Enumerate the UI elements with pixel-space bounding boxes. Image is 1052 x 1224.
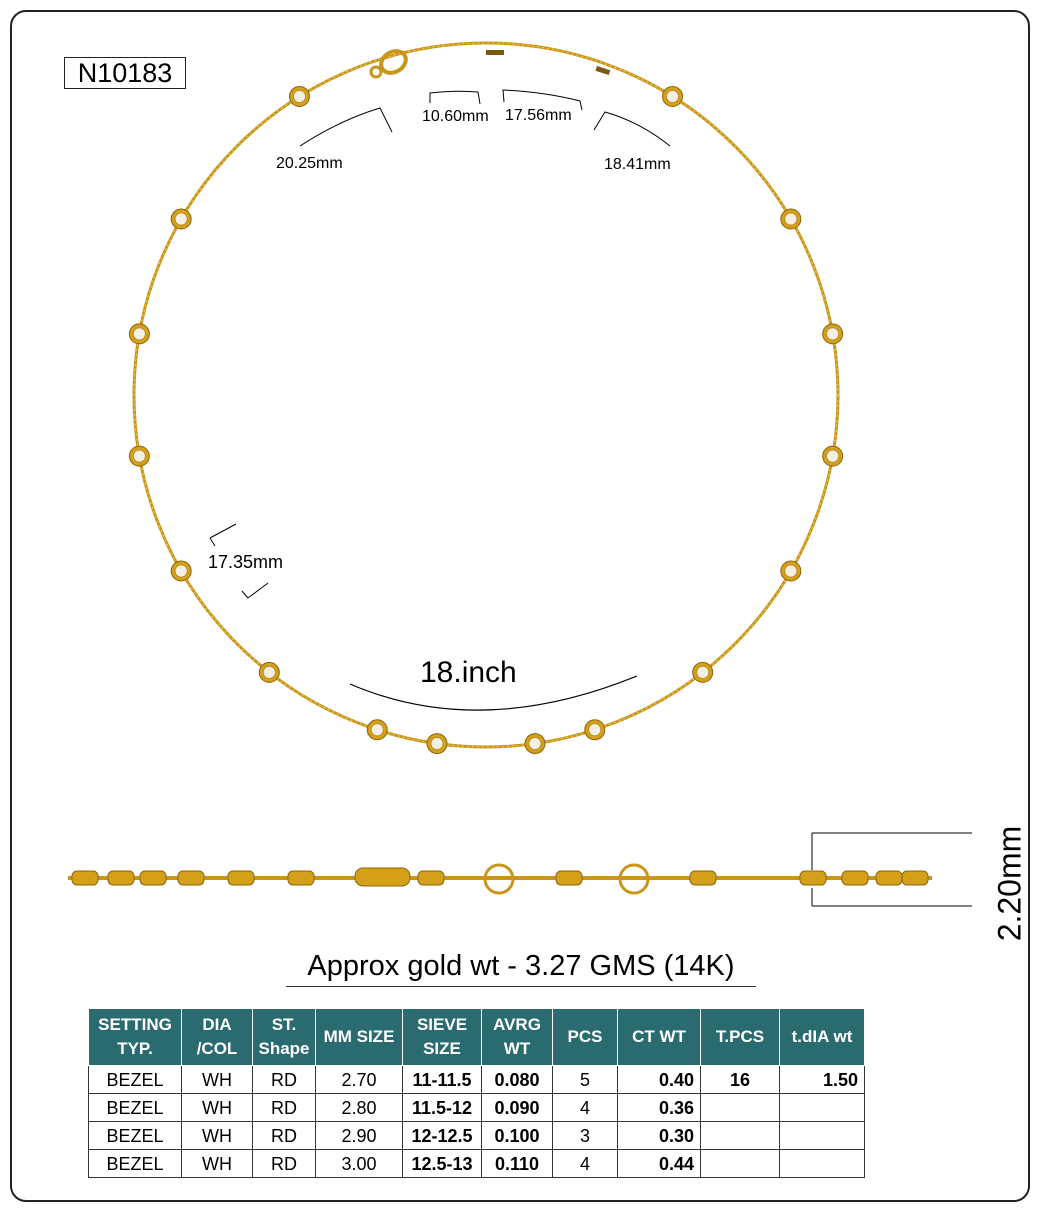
side-bezel <box>288 871 314 885</box>
table-cell: RD <box>253 1094 316 1122</box>
table-cell <box>780 1094 865 1122</box>
table-cell <box>780 1122 865 1150</box>
table-cell: 0.090 <box>482 1094 553 1122</box>
diamond-stone <box>785 213 797 225</box>
table-cell: BEZEL <box>89 1150 182 1178</box>
table-cell: 0.110 <box>482 1150 553 1178</box>
table-row <box>89 1122 865 1150</box>
table-cell <box>780 1150 865 1178</box>
table-cell: 0.100 <box>482 1122 553 1150</box>
table-cell: 3.00 <box>316 1150 403 1178</box>
length-label: 18.inch <box>420 656 517 689</box>
measurement-label: 17.35mm <box>208 552 284 572</box>
table-cell: RD <box>253 1122 316 1150</box>
diamond-stone <box>293 90 305 102</box>
table-cell: 4 <box>553 1150 618 1178</box>
table-cell: 5 <box>553 1066 618 1094</box>
table-cell: 11-11.5 <box>403 1066 482 1094</box>
table-cell: 0.40 <box>618 1066 701 1094</box>
diamond-stone <box>133 328 145 340</box>
diamond-stone <box>827 450 839 462</box>
column-header: T.PCS <box>701 1009 780 1066</box>
table-cell: BEZEL <box>89 1122 182 1150</box>
table-cell: 0.44 <box>618 1150 701 1178</box>
side-bezel <box>800 871 826 885</box>
column-header: DIA /COL <box>182 1009 253 1066</box>
diamond-stone <box>589 724 601 736</box>
table-cell: 0.36 <box>618 1094 701 1122</box>
table-cell: BEZEL <box>89 1094 182 1122</box>
bezel-stations <box>129 86 842 753</box>
column-header: SETTING TYP. <box>89 1009 182 1066</box>
side-bezel <box>178 871 204 885</box>
column-header: CT WT <box>618 1009 701 1066</box>
table-row <box>89 1150 865 1178</box>
diamond-stone <box>263 666 275 678</box>
chain-loop <box>134 43 838 747</box>
column-header: PCS <box>553 1009 618 1066</box>
diamond-stone <box>175 213 187 225</box>
table-cell: 2.70 <box>316 1066 403 1094</box>
table-cell: 16 <box>701 1066 780 1094</box>
table-header-row <box>89 1009 865 1066</box>
diamond-stone <box>371 724 383 736</box>
table-cell <box>701 1094 780 1122</box>
table-cell: 3 <box>553 1122 618 1150</box>
diamond-stone <box>175 565 187 577</box>
side-bezel <box>876 871 902 885</box>
gold-weight-title: Approx gold wt - 3.27 GMS (14K) <box>286 950 756 987</box>
table-cell: WH <box>182 1066 253 1094</box>
diamond-stone <box>133 450 145 462</box>
side-bezel <box>690 871 716 885</box>
side-bezel <box>140 871 166 885</box>
side-bezel <box>902 871 928 885</box>
column-header: AVRG WT <box>482 1009 553 1066</box>
table-cell <box>701 1122 780 1150</box>
column-header: ST. Shape <box>253 1009 316 1066</box>
table-row <box>89 1094 865 1122</box>
table-cell: 0.080 <box>482 1066 553 1094</box>
side-bezel <box>72 871 98 885</box>
table-cell: BEZEL <box>89 1066 182 1094</box>
product-code: N10183 <box>64 57 186 89</box>
measurement-label: 18.41mm <box>604 156 671 173</box>
table-cell <box>701 1150 780 1178</box>
side-bezel <box>418 871 444 885</box>
table-cell: 0.30 <box>618 1122 701 1150</box>
column-header: MM SIZE <box>316 1009 403 1066</box>
diamond-stone <box>667 90 679 102</box>
table-cell: RD <box>253 1066 316 1094</box>
table-cell: WH <box>182 1122 253 1150</box>
diamond-stone <box>529 738 541 750</box>
measurement-label: 20.25mm <box>276 155 343 172</box>
table-cell: 2.80 <box>316 1094 403 1122</box>
diamond-stone <box>785 565 797 577</box>
table-cell: 2.90 <box>316 1122 403 1150</box>
table-cell: 1.50 <box>780 1066 865 1094</box>
table-cell: 12.5-13 <box>403 1150 482 1178</box>
table-cell: WH <box>182 1094 253 1122</box>
diamond-stone <box>827 328 839 340</box>
diamond-stone <box>697 666 709 678</box>
side-bezel <box>556 871 582 885</box>
side-view-chain <box>68 865 932 893</box>
side-bezel <box>228 871 254 885</box>
diamond-stone <box>431 738 443 750</box>
measurement-label: 10.60mm <box>422 108 489 125</box>
table-cell: 4 <box>553 1094 618 1122</box>
height-label: 2.20mm <box>991 825 1028 942</box>
table-row <box>89 1066 865 1094</box>
column-header: SIEVE SIZE <box>403 1009 482 1066</box>
side-bezel <box>842 871 868 885</box>
table-cell: WH <box>182 1150 253 1178</box>
side-bezel <box>108 871 134 885</box>
column-header: t.dIA wt <box>780 1009 865 1066</box>
table-cell: RD <box>253 1150 316 1178</box>
table-cell: 12-12.5 <box>403 1122 482 1150</box>
stone-spec-table <box>88 1008 865 1178</box>
table-cell: 11.5-12 <box>403 1094 482 1122</box>
measurement-label: 17.56mm <box>505 107 572 124</box>
